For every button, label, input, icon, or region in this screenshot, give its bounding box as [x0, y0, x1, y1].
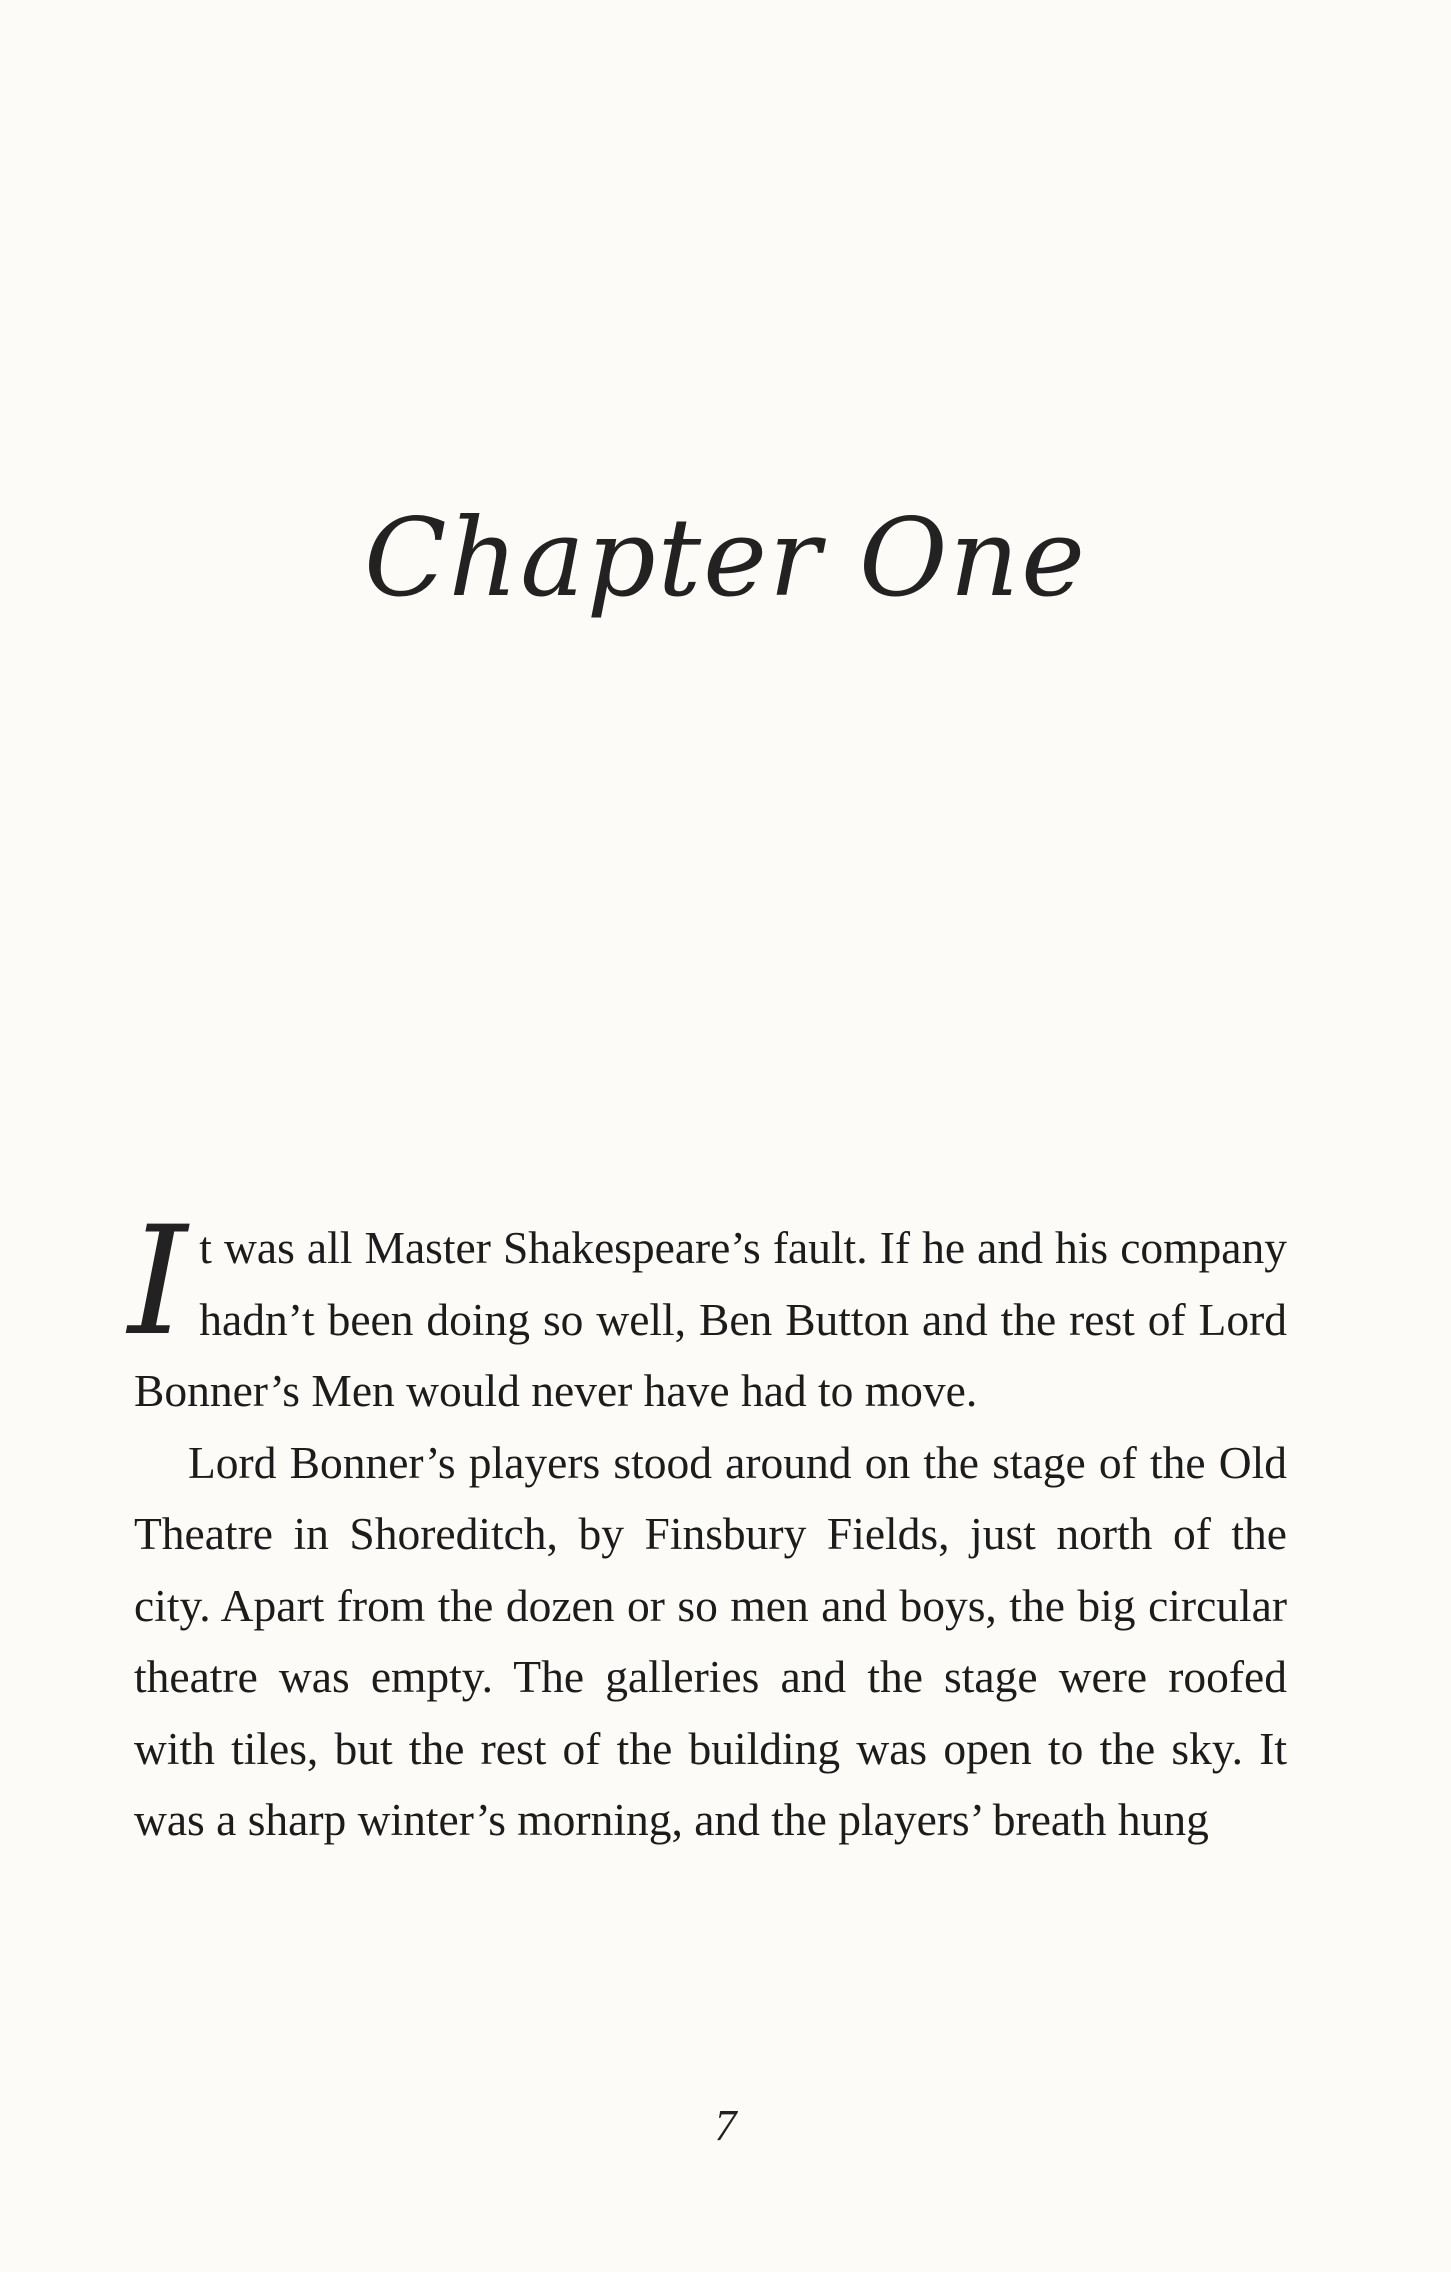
drop-cap: I [128, 1195, 188, 1369]
paragraph-1 [128, 1195, 1287, 1427]
page-number: 7 [714, 2101, 737, 2150]
paragraph-1-text: t was all Master Shakespeare’s fault. If he and his company hadn’t been doing so well, Ben Button and the rest of Lord Bonner’s Men would never have had to move. [134, 1222, 1287, 1416]
body-text [128, 1195, 1287, 1856]
paragraph-2: Lord Bonner’s players stood around on the stage of the Old Theatre in Shoreditch, by Finsbury Fields, just north of the city. Apart from the dozen or so men and boys, the big circular theatre was empty. The galleries and the stage were roofed with tiles, but the rest of the building was open to the sky. It was a sharp winter’s morning, and the players’ breath hung [134, 1436, 1287, 1845]
chapter-title: Chapter One [364, 496, 1087, 621]
